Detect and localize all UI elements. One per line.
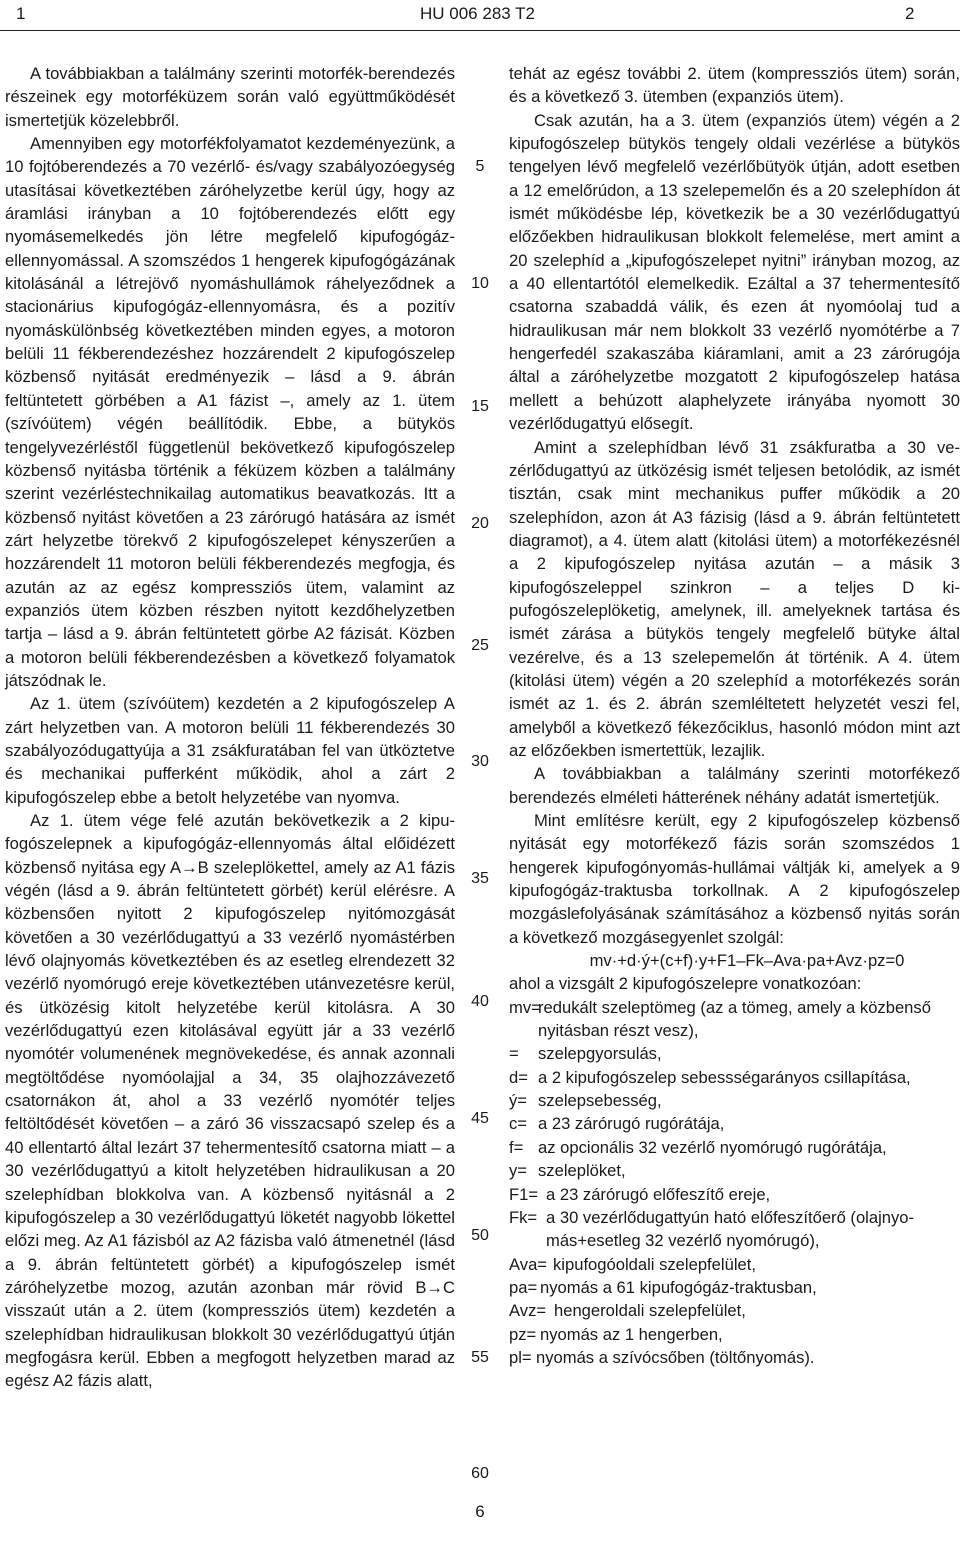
definition-item	[509, 1276, 960, 1299]
definition-text: nyomás a szívócsőben (töltőnyomás).	[536, 1347, 815, 1367]
document-id: HU 006 283 T2	[420, 4, 535, 23]
definition-text: a 30 vezérlődugattyún ható előfeszítőerő (olajnyomás+esetleg 32 vezérlő nyomórugó),	[546, 1207, 915, 1251]
definition-item	[509, 1159, 960, 1182]
line-number: 20	[471, 515, 489, 532]
page-footer-number: 6	[475, 1502, 485, 1521]
line-number: 45	[471, 1110, 489, 1127]
definition-term: pz=	[509, 1324, 537, 1344]
line-number: 25	[471, 637, 489, 654]
paragraph: Amennyiben egy motorfékfolyamatot kezdeményezünk, a 10 fojtóberendezés a 70 vezérlő- és/vagy szabályozóegység utasításai következtében záróhelyzetbe kerül úgy, hogy az áramlási irányban a 10 fojtóberendezés előtt egy nyomásemelkedés jön létre megfelelő kipufogógáz-ellennyomással. A szomszédos 1 hengerek kipufogógázának kitolásánál a létrejövő nyomáshullámok ráhelyeződnek a stacionárius kipufogógáz-ellennyomásra, és a pozitív nyomáskülönbség következtében minden egyes, a motoron belüli 11 fékberendezéshez hozzárendelt 2 kipufogószelep közbenső nyitását eredményezik – lásd a 9. ábrán feltüntetett görbében a A1 fázist –, amely az 1. ütem (szívóütem) végén beállítódik. Ebbe, a bütykös tengelyvezérléstől függetlenül bekövetkező kipufogószelep közbenső nyitásba történik a féküzem közben a találmány szerint vezérléstechnikailag automatikus beavatkozás. Itt a közbenső nyitást követően a 23 zárórugó hatására az ismét zárt helyzetbe törekvő 2 kipufogószelepet kényszerűen a hozzárendelt 11 motoron belüli fékberendezés megfogja, és azután az az egész kompressziós ütem, valamint az expanziós ütem közben részben nyitott kezdőhelyzetben tartja – lásd a 9. ábrán feltüntetett görbe A2 fázisát. Közben a motoron belüli fékberendezésben a következő folyamatok játszódnak le.	[5, 134, 455, 690]
definition-item	[509, 1206, 960, 1253]
definition-term: F1=	[509, 1184, 539, 1204]
right-page-number: 2	[905, 4, 915, 23]
line-number: 15	[471, 398, 489, 415]
definition-item	[509, 1299, 960, 1322]
definition-term: pl=	[509, 1347, 532, 1367]
line-number: 35	[471, 870, 489, 887]
definition-term: =	[509, 1044, 519, 1064]
definition-text: a 23 zárórugó rugórátája,	[538, 1114, 725, 1134]
paragraph: Mint említésre került, egy 2 kipufogószelep közbenső nyitását egy motorfékező fázis során szomszédos 1 hengerek kipufogónyomás-hullámai váltják ki, amelyek a 9 kipufogógáz-traktusba torkollnak. A 2 kipufogószelep mozgáslefolyásának számításához a közbenső nyitás során a következő mozgásegyenlet szolgál:	[509, 811, 960, 947]
page-header	[0, 0, 960, 30]
paragraph: A továbbiakban a találmány szerinti motorfék-berendezés részeinek egy motorféküzem során való együttműködését ismertetjük közelebbről.	[5, 64, 455, 130]
paragraph: Csak azután, ha a 3. ütem (expanziós ütem) végén a 2 kipufogószelep bütykös tengely oldali vezérlése a bütykös tengelyen lévő megfelelő vezérlőbütyök útján, adott esetben a 12 emelőrúdon, a 13 szelepemelőn és a 20 szelephídon át ismét működésbe lép, következik be a 30 vezérlődugattyú előzőekben hidraulikusan blokkolt felemelése, mert amint a 20 szelephíd a „kipufogószelepet nyitni” irányban mozog, az a 40 ellentartótól elemelkedik. Ezáltal a 37 tehermentesítő csatorna szabaddá válik, és ezen át nyomóolaj tud a hidraulikusan már nem blokkolt 33 vezérlő nyomótérbe a 7 hengerfedél szakaszába kiáramlani, amit a 23 zárórugója által a záróhelyzetbe mozgatott 2 kipufogószelep hatása mellett a behúzott alaphelyzete irányába nyomott 30 vezérlődugattyú elősegít.	[509, 110, 960, 434]
paragraph: Amint a szelephídban lévő 31 zsákfuratba a 30 vezérlődugattyú az ütközésig ismét teljesen betolódik, az ismét tisztán, csak mint mechanikus puffer működik a 20 szelephídon, azon át A3 fázisig (lásd a 9. ábrán feltüntetett diagramot), a 4. ütem alatt (kitolási ütem) a motorfékezésnél a 2 kipufogószelep nyitása azután – a másik 3 kipufogószeleppel szinkron – a teljes D kipufogószeleplöketig, amelynek, ill. amelyeknek tartása és ismét zárása a bütykös tengely megfelelő bütyke által vezérelve, és a 13 szelepemelőn át történik. A 4. ütem (kitolási ütem) végén a 20 szelephíd a motorfékezés során ismét az 1. és 2. ábrán szemléltetett helyzetét veszi fel, amelyből a következő fékezőciklus, hasonló módon mint azt az előzőekben ismertettük, lezajlik.	[509, 437, 960, 760]
line-number: 5	[475, 158, 485, 175]
definition-text: szelepsebesség,	[538, 1091, 662, 1111]
paragraph: Az 1. ütem (szívóütem) kezdetén a 2 kipufogószelep A zárt helyzetben van. A motoron belüli 11 fékberendezés 30 szabályozódugattyúja a 31 zsákfuratában fel van ütköztetve és mechanikai pufferként működik, ahol a zárt 2 kipufogószelep ebbe a betolt helyzetébe van nyomva.	[5, 694, 455, 807]
equation-intro: ahol a vizsgált 2 kipufogószelepre vonatkozóan:	[509, 974, 862, 994]
definition-term: Fk=	[509, 1207, 538, 1227]
definition-item	[509, 1183, 960, 1206]
definition-text: szeleplöket,	[538, 1161, 626, 1181]
definition-item	[509, 1323, 960, 1346]
left-page-number: 1	[16, 4, 26, 23]
definition-text: hengeroldali szelepfelület,	[554, 1301, 746, 1321]
definition-text: nyomás a 61 kipufogógáz-traktusban,	[540, 1277, 817, 1297]
definition-text: a 23 zárórugó előfeszítő ereje,	[546, 1184, 771, 1204]
definition-term: d=	[509, 1067, 528, 1087]
right-column	[509, 62, 960, 1369]
paragraph: A továbbiakban a találmány szerinti motorfékező berendezés elméleti hátterének néhány adatát ismertetjük.	[509, 764, 960, 807]
definition-term: c=	[509, 1114, 527, 1134]
definition-text: kipufogóoldali szelepfelület,	[553, 1254, 756, 1274]
definition-text: szelepgyorsulás,	[538, 1044, 662, 1064]
definition-text: redukált szeleptömeg (az a tömeg, amely a közbenső nyitásban részt vesz),	[538, 997, 931, 1041]
definition-item	[509, 1042, 960, 1065]
definition-term: ý=	[509, 1091, 527, 1111]
definition-text: a 2 kipufogószelep sebessségarányos csillapítása,	[538, 1067, 911, 1087]
motion-equation: mv·+d·ý+(c+f)·y+F1–Fk–Ava·pa+Avz·pz=0	[589, 951, 905, 971]
definition-term: mv=	[509, 997, 541, 1017]
line-number: 30	[471, 753, 489, 770]
line-number: 40	[471, 993, 489, 1010]
definition-item	[509, 1112, 960, 1135]
definition-term: Ava=	[509, 1254, 547, 1274]
definition-list	[509, 996, 960, 1370]
definition-text: nyomás az 1 hengerben,	[540, 1324, 723, 1344]
header-rule	[0, 30, 960, 31]
definition-text: az opcionális 32 vezérlő nyomórugó rugórátája,	[538, 1137, 887, 1157]
line-number: 50	[471, 1227, 489, 1244]
definition-item	[509, 1346, 960, 1369]
definition-term: f=	[509, 1137, 524, 1157]
definition-item	[509, 1253, 960, 1276]
definition-item	[509, 1066, 960, 1089]
definition-item	[509, 1136, 960, 1159]
line-number: 60	[471, 1465, 489, 1482]
line-number: 55	[471, 1349, 489, 1366]
definition-item	[509, 1089, 960, 1112]
paragraph: Az 1. ütem vége felé azután bekövetkezik a 2 kipufogószelepnek a kipufogógáz-ellennyomás által előidézett közbenső nyitása egy A→B szeleplökettel, amely az A1 fázis végén (lásd a 9. ábrán feltüntetett görbét) kerül elérésre. A közbensően nyitott 2 kipufogószelep nyitómozgását követően a 30 vezérlődugattyú a 33 vezérlő nyomástérben lévő olajnyomás következtében és az esetleg elrendezett 32 vezérlő nyomórugó ereje következtében utánvezetésre kerül, és ütközésig kitolt helyzetébe kerül kitolásra. A 30 vezérlődugattyú ezen kitolásával együtt jár a 33 vezérlő nyomótér volumenének megnövekedése, és annak azonnali megtöltődése nyomóolajjal a 34, 35 olajhozzávezető csatornákon át, ahol a 33 vezérlő nyomótér teljes feltöltődését követően – a záró 36 visszacsapó szelep és a 40 ellentartó által lezárt 37 tehermentesítő csatorna miatt – a 30 vezérlődugattyú a kitolt helyzetében hidraulikusan a 20 szelephídban blokkolva van. A közbenső nyitásnál a 2 kipufogószelep a 30 vezérlődugattyú löketét nagyobb lökettel előzi meg. Az A1 fázisból az A2 fázisba való átmenetnél (lásd a 9. ábrán feltüntetett görbét) a kipufogószelep ismét záróhelyzetbe mozog, azután azonban már rövid B→C visszaút után a 2. ütem (kompressziós ütem) kezdetén a szelephídban hidraulikusan blokkolt 30 vezérlődugattyú útján megfogásra kerül. Ebben a megfogott helyzetben marad az egész A2 fázis alatt,	[5, 811, 455, 1391]
line-number: 10	[471, 275, 489, 292]
left-column	[5, 62, 455, 1393]
definition-term: pa=	[509, 1277, 538, 1297]
paragraph: tehát az egész további 2. ütem (kompressziós ütem) során, és a következő 3. ütemben (expanziós ütem).	[509, 64, 960, 107]
definition-item	[509, 996, 960, 1043]
definition-term: Avz=	[509, 1301, 547, 1321]
definition-term: y=	[509, 1161, 527, 1181]
